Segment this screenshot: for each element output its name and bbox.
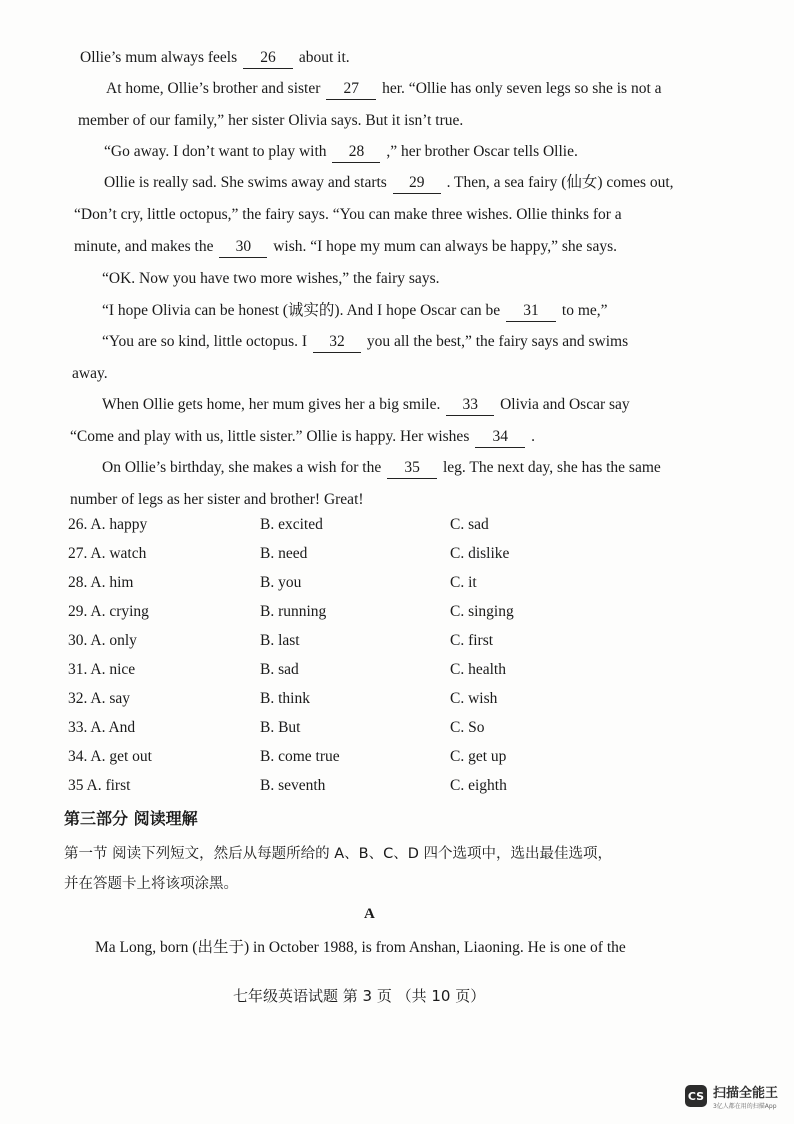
text: . Then, a sea fairy (仙女) comes out, xyxy=(446,174,674,191)
text: about it. xyxy=(298,49,350,66)
option-32-c: C. wish xyxy=(450,690,498,707)
blank-34: 34 xyxy=(475,427,525,448)
option-32-a: 32. A. say xyxy=(68,690,130,707)
page-footer: 七年级英语试题 第 3 页 （共 10 页） xyxy=(233,987,486,1005)
option-30-a: 30. A. only xyxy=(68,632,137,649)
watermark-name: 扫描全能王 xyxy=(712,1086,778,1101)
blank-31: 31 xyxy=(506,301,556,322)
passage-a-first-line: Ma Long, born (出生于) in October 1988, is from Anshan, Liaoning. He is one of the xyxy=(95,939,626,956)
blank-28: 28 xyxy=(332,142,380,163)
blank-29: 29 xyxy=(393,173,441,194)
text: you all the best,” the fairy says and swims xyxy=(366,333,629,350)
option-33-c: C. So xyxy=(450,719,485,736)
option-34-a: 34. A. get out xyxy=(68,748,152,765)
passage-label: A xyxy=(364,906,375,922)
text: Olivia and Oscar say xyxy=(500,396,630,413)
blank-27: 27 xyxy=(326,79,376,100)
watermark-sub: 3亿人都在用的扫描App xyxy=(712,1103,777,1110)
option-29-a: 29. A. crying xyxy=(68,603,149,620)
text: Ollie’s mum always feels xyxy=(80,49,238,66)
option-35-c: C. eighth xyxy=(450,777,507,794)
passage-line-13 xyxy=(70,427,535,448)
section-instruction-1: 第一节 阅读下列短文，然后从每题所给的 A、B、C、D 四个选项中，选出最佳选项， xyxy=(64,846,612,862)
text: “Don’t cry, little octopus,” the fairy says. “You can make three wishes. Ollie thinks for a xyxy=(74,206,622,223)
option-27-a: 27. A. watch xyxy=(68,545,147,562)
option-26-a: 26. A. happy xyxy=(68,516,148,533)
option-29-b: B. running xyxy=(260,603,327,620)
blank-35: 35 xyxy=(387,458,437,479)
passage-line-9 xyxy=(102,301,608,322)
option-26-c: C. sad xyxy=(450,516,489,533)
text: away. xyxy=(72,365,108,382)
passage-line-5 xyxy=(104,173,674,194)
option-30-b: B. last xyxy=(260,632,300,649)
passage-line-8 xyxy=(102,269,439,289)
blank-26: 26 xyxy=(243,48,293,69)
text: At home, Ollie’s brother and sister xyxy=(106,80,321,97)
option-27-c: C. dislike xyxy=(450,545,510,562)
text: “Go away. I don’t want to play with xyxy=(104,143,327,160)
option-30-c: C. first xyxy=(450,632,494,649)
option-26-b: B. excited xyxy=(260,516,323,533)
passage-line-14 xyxy=(102,458,661,479)
passage-line-3 xyxy=(78,111,463,131)
text: her. “Ollie has only seven legs so she is not a xyxy=(382,80,662,97)
text: “You are so kind, little octopus. I xyxy=(102,333,308,350)
text: minute, and makes the xyxy=(74,238,214,255)
option-35-a: 35 A. first xyxy=(68,777,131,794)
text: “Come and play with us, little sister.” Ollie is happy. Her wishes xyxy=(70,428,470,445)
blank-30: 30 xyxy=(219,237,267,258)
option-34-b: B. come true xyxy=(260,748,340,765)
scanner-watermark xyxy=(685,1082,778,1110)
option-27-b: B. need xyxy=(260,545,308,562)
text: When Ollie gets home, her mum gives her a big smile. xyxy=(102,396,441,413)
text: . xyxy=(531,428,535,445)
text: On Ollie’s birthday, she makes a wish for the xyxy=(102,459,382,476)
passage-line-10 xyxy=(102,332,628,353)
text: “I hope Olivia can be honest (诚实的). And I hope Oscar can be xyxy=(102,302,501,319)
text: leg. The next day, she has the same xyxy=(442,459,661,476)
option-33-a: 33. A. And xyxy=(68,719,136,736)
option-34-c: C. get up xyxy=(450,748,507,765)
cs-logo-icon: CS xyxy=(685,1085,707,1107)
option-31-a: 31. A. nice xyxy=(68,661,136,678)
text: Ollie is really sad. She swims away and starts xyxy=(104,174,387,191)
option-35-b: B. seventh xyxy=(260,777,326,794)
passage-line-11 xyxy=(72,364,108,384)
passage-line-6 xyxy=(74,205,622,225)
option-31-c: C. health xyxy=(450,661,506,678)
text: “OK. Now you have two more wishes,” the fairy says. xyxy=(102,270,440,287)
option-31-b: B. sad xyxy=(260,661,299,678)
option-28-c: C. it xyxy=(450,574,477,591)
passage-line-1 xyxy=(80,48,350,69)
watermark-text xyxy=(713,1082,778,1110)
blank-33: 33 xyxy=(446,395,494,416)
passage-line-2 xyxy=(106,79,662,100)
option-33-b: B. But xyxy=(260,719,301,736)
text: ,” her brother Oscar tells Ollie. xyxy=(386,143,578,160)
blank-32: 32 xyxy=(313,332,361,353)
passage-line-15 xyxy=(70,490,364,510)
passage-line-4 xyxy=(104,142,578,163)
section-instruction-2: 并在答题卡上将该项涂黑。 xyxy=(64,876,238,892)
section-heading: 第三部分 阅读理解 xyxy=(64,809,198,828)
option-32-b: B. think xyxy=(260,690,310,707)
option-28-b: B. you xyxy=(260,574,302,591)
option-28-a: 28. A. him xyxy=(68,574,134,591)
text: member of our family,” her sister Olivia says. But it isn’t true. xyxy=(78,112,464,129)
passage-line-12 xyxy=(102,395,630,416)
text: number of legs as her sister and brother! Great! xyxy=(70,491,364,508)
passage-line-7 xyxy=(74,237,617,258)
text: to me,” xyxy=(561,302,608,319)
option-29-c: C. singing xyxy=(450,603,514,620)
text: wish. “I hope my mum can always be happy,” she says. xyxy=(273,238,618,255)
